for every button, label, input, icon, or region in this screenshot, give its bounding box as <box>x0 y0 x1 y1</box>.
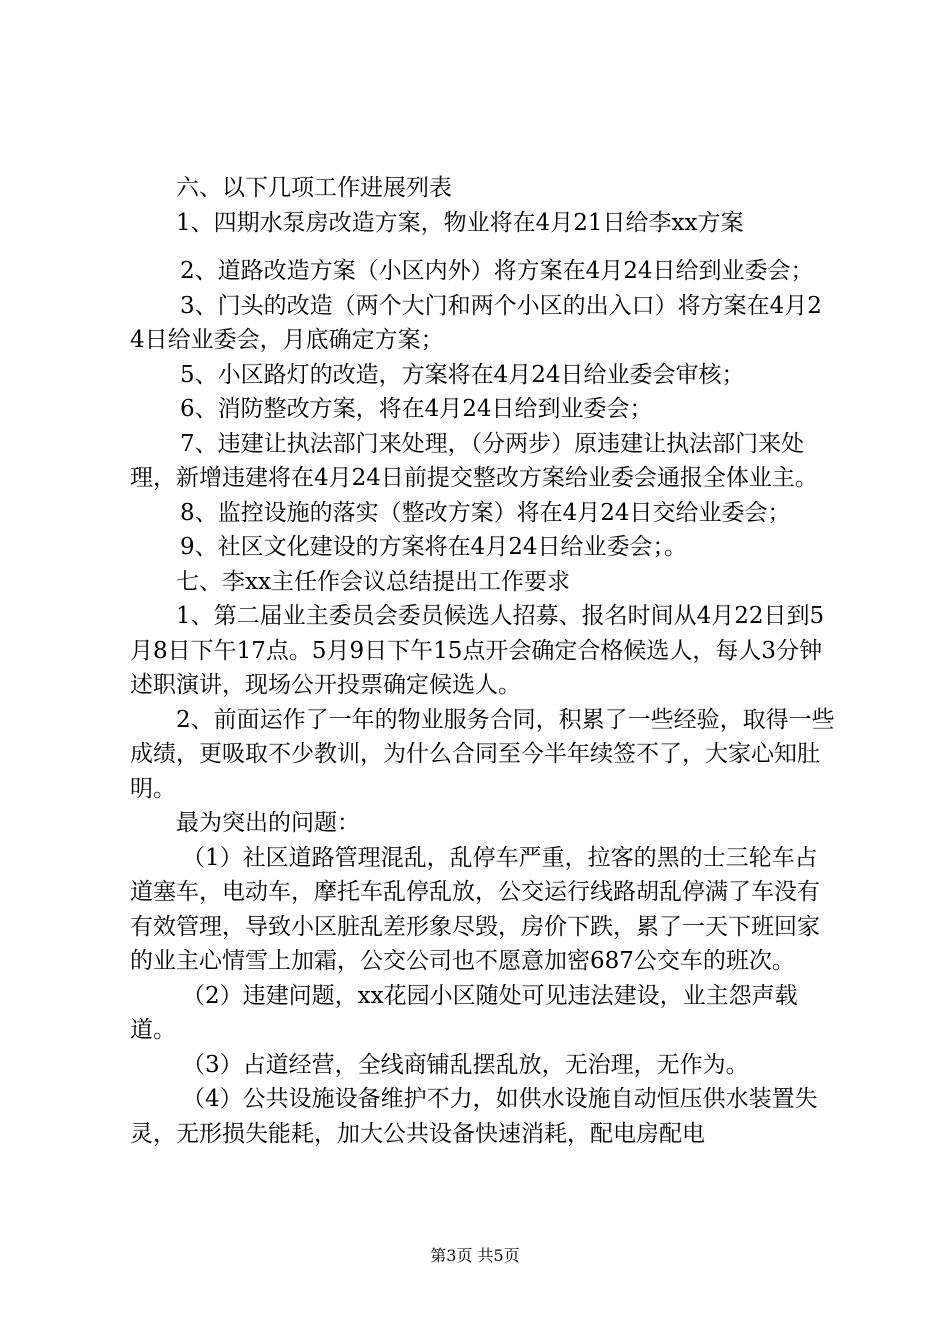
page-footer: 第3页 共5页 <box>430 1246 520 1265</box>
paragraph-item-2: 2、道路改造方案（小区内外）将方案在4月24日给到业委会； <box>180 258 814 284</box>
paragraph-problems-heading: 最为突出的问题： <box>176 810 360 836</box>
paragraph-item-7: 7、违建让执法部门来处理，（分两步）原违建让执法部门来处理，新增违建将在4月24日前提交整改方案给业委会通报全体业主。 <box>130 430 818 491</box>
paragraph-item-3: 3、门头的改造（两个大门和两个小区的出入口）将方案在4月24日给业委会，月底确定方案； <box>130 292 822 353</box>
paragraph-problem-1: （1）社区道路管理混乱，乱停车严重，拉客的黑的士三轮车占道塞车，电动车，摩托车乱停乱放，公交运行线路胡乱停满了车没有有效管理，导致小区脏乱差形象尽毁，房价下跌，累了一天下班回家的业主心情雪上加霜，公交公司也不愿意加密687公交车的班次。 <box>130 844 820 974</box>
paragraph-item-6: 6、消防整改方案，将在4月24日给到业委会； <box>180 396 653 422</box>
document-body <box>130 171 835 1151</box>
paragraph-requirement-1: 1、第二届业主委员会委员候选人招募、报名时间从4月22日到5月8日下午17点。5月9日下午15点开会确定合格候选人，每人3分钟述职演讲，现场公开投票确定候选人。 <box>130 603 825 698</box>
paragraph-item-5: 5、小区路灯的改造，方案将在4月24日给业委会审核； <box>180 361 745 388</box>
paragraph-requirement-2: 2、前面运作了一年的物业服务合同，积累了一些经验，取得一些成绩，更吸取不少教训，为什么合同至今半年续签不了，大家心知肚明。 <box>130 706 835 802</box>
paragraph-problem-3: （3）占道经营，全线商铺乱摆乱放，无治理，无作为。 <box>182 1051 749 1078</box>
paragraph-item-1: 1、四期水泵房改造方案，物业将在4月21日给李xx方案 <box>176 209 744 236</box>
paragraph-problem-4: （4）公共设施设备维护不力，如供水设施自动恒压供水装置失灵，无形损失能耗，加大公共设备快速消耗，配电房配电 <box>130 1086 818 1147</box>
paragraph-item-9: 9、社区文化建设的方案将在4月24日给业委会；。 <box>180 534 688 560</box>
section-heading-6: 六、以下几项工作进展列表 <box>176 175 452 201</box>
paragraph-item-8: 8、监控设施的落实（整改方案）将在4月24日交给业委会； <box>180 499 791 526</box>
paragraph-problem-2: （2）违建问题，xx花园小区随处可见违法建设，业主怨声载道。 <box>130 982 798 1043</box>
section-heading-7: 七、李xx主任作会议总结提出工作要求 <box>176 568 570 595</box>
